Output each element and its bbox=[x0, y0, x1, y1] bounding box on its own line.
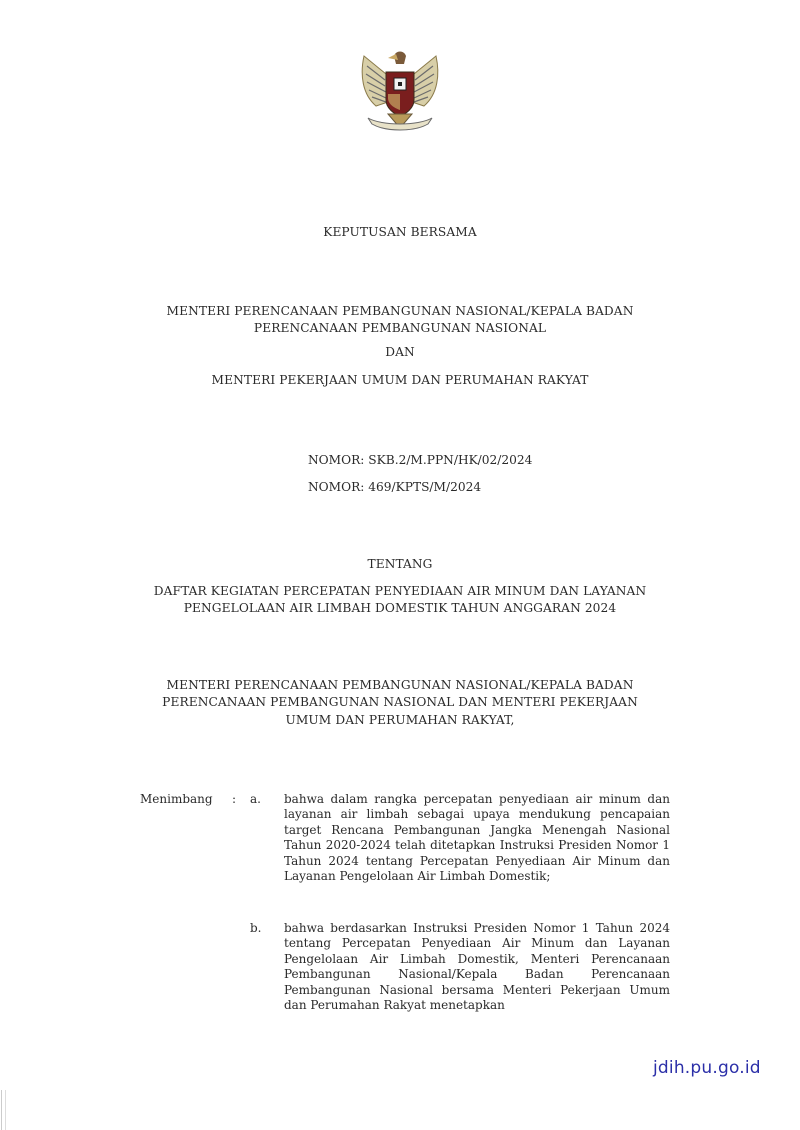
subject-line-2: PENGELOLAAN AIR LIMBAH DOMESTIK TAHUN ANGGARAN 2024 bbox=[183, 601, 617, 615]
authority-line-3: UMUM DAN PERUMAHAN RAKYAT, bbox=[285, 713, 515, 727]
garuda-emblem-icon bbox=[358, 44, 442, 132]
subject-line-1: DAFTAR KEGIATAN PERCEPATAN PENYEDIAAN AIR MINUM DAN LAYANAN bbox=[153, 584, 647, 598]
point-a-letter: a. bbox=[250, 792, 261, 806]
document-title: KEPUTUSAN BERSAMA bbox=[323, 225, 477, 239]
point-b-text: bahwa berdasarkan Instruksi Presiden Nomor 1 Tahun 2024 tentang Percepatan Penyediaan Air Minum dan Layanan Pengelolaan Air Limbah Domestik, Menteri Perencanaan Pembangunan Nasional/Kepala Badan Perencanaan Pembangunan Nasional bersama Menteri Pekerjaan Umum dan Perumahan Rakyat menetapkan bbox=[284, 921, 670, 1013]
point-a-text: bahwa dalam rangka percepatan penyediaan air minum dan layanan air limbah sebagai upaya mendukung pencapaian target Rencana Pembangunan Jangka Menengah Nasional Tahun 2020-2024 telah ditetapkan Instruksi Presiden Nomor 1 Tahun 2024 tentang Percepatan Penyediaan Air Minum dan Layanan Pengelolaan Air Limbah Domestik; bbox=[284, 792, 670, 884]
about-label: TENTANG bbox=[367, 557, 433, 571]
issuer-2: MENTERI PEKERJAAN UMUM DAN PERUMAHAN RAKYAT bbox=[211, 373, 589, 387]
issuer-1-line-1: MENTERI PERENCANAAN PEMBANGUNAN NASIONAL/KEPALA BADAN bbox=[166, 304, 634, 318]
authority-line-2: PERENCANAAN PEMBANGUNAN NASIONAL DAN MENTERI PEKERJAAN bbox=[162, 695, 638, 709]
watermark-link[interactable]: jdih.pu.go.id bbox=[653, 1058, 761, 1078]
decree-number-2: NOMOR: 469/KPTS/M/2024 bbox=[308, 480, 482, 494]
page-edge bbox=[1, 1090, 6, 1130]
considering-label: Menimbang bbox=[140, 792, 213, 806]
conjunction-dan: DAN bbox=[385, 345, 415, 359]
point-b-letter: b. bbox=[250, 921, 262, 935]
considering-colon: : bbox=[232, 792, 237, 806]
authority-line-1: MENTERI PERENCANAAN PEMBANGUNAN NASIONAL/KEPALA BADAN bbox=[166, 678, 634, 692]
issuer-1-line-2: PERENCANAAN PEMBANGUNAN NASIONAL bbox=[253, 321, 547, 335]
decree-number-1: NOMOR: SKB.2/M.PPN/HK/02/2024 bbox=[308, 453, 533, 467]
